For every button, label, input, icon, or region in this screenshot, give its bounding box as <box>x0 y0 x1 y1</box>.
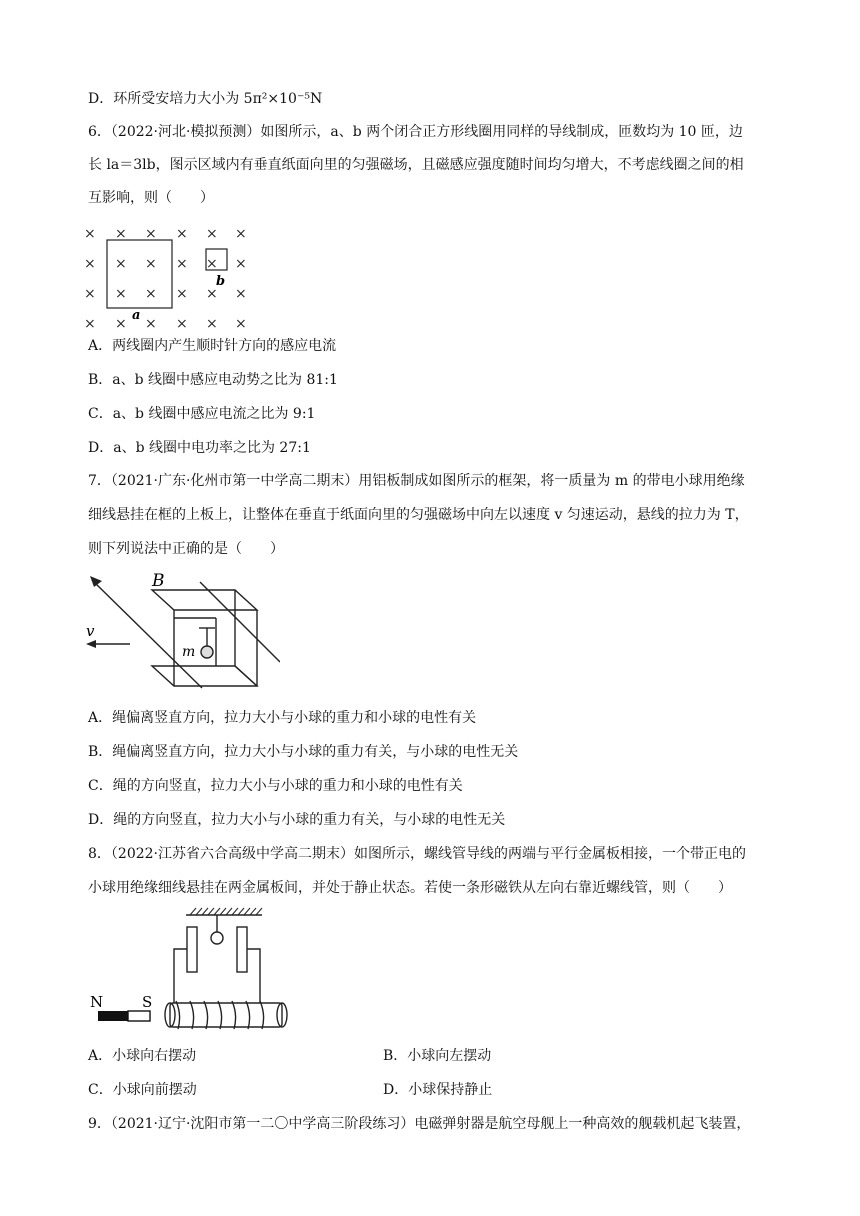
q8-option-c: C．小球向前摆动 <box>88 1082 197 1098</box>
field-cross: × <box>84 256 96 272</box>
q6-magnetic-field-figure <box>80 215 260 331</box>
field-cross: × <box>235 316 247 331</box>
frame-bottom-plate <box>152 666 257 686</box>
q6-option-a: A．两线圈内产生顺时针方向的感应电流 <box>88 338 337 354</box>
q8-stem-line2: 小球用绝缘细线悬挂在两金属板间，并处于静止状态。若使一条形磁铁从左向右靠近螺线管，则（ ） <box>88 880 732 896</box>
coil-turns <box>176 1001 264 1029</box>
frame-top-plate <box>152 590 257 610</box>
q8-option-a: A．小球向右摆动 <box>88 1048 197 1064</box>
label-B: B <box>152 571 165 591</box>
q8-option-d: D．小球保持静止 <box>383 1082 493 1098</box>
field-cross: × <box>206 316 218 331</box>
q7-option-d: D．绳的方向竖直，拉力大小与小球的重力有关，与小球的电性无关 <box>88 812 506 828</box>
metal-plate-left <box>187 927 197 972</box>
field-cross: × <box>145 226 157 242</box>
charged-ball <box>211 932 223 944</box>
field-cross: × <box>84 226 96 242</box>
q6-option-d: D．a、b 线圈中电功率之比为 27:1 <box>88 440 311 456</box>
q5-option-d: D．环所受安培力大小为 5π²×10⁻⁵N <box>88 91 323 107</box>
field-cross: × <box>206 256 218 272</box>
field-cross: × <box>84 316 96 331</box>
field-cross: × <box>206 286 218 302</box>
field-cross: × <box>235 256 247 272</box>
q6-stem-line2: 长 la＝3lb，图示区域内有垂直纸面向里的匀强磁场，且磁感应强度随时间均匀增大，不考虑线圈之间的相 <box>88 157 744 173</box>
label-v: v <box>86 622 95 640</box>
field-cross: × <box>176 256 188 272</box>
field-cross: × <box>115 226 127 242</box>
q9-stem-line1: 9．（2021·辽宁·沈阳市第一二〇中学高三阶段练习）电磁弹射器是航空母舰上一种高效的舰载机起飞装置， <box>88 1116 751 1132</box>
field-cross: × <box>145 286 157 302</box>
field-cross: × <box>235 286 247 302</box>
q7-stem-line1: 7．（2021·广东·化州市第一中学高二期末）用铝板制成如图所示的框架，将一质量为 m 的带电小球用绝缘 <box>88 473 745 489</box>
coil-b-label: b <box>216 274 226 289</box>
metal-plate-right <box>237 927 247 972</box>
label-m: m <box>182 644 196 660</box>
q7-option-b: B．绳偏离竖直方向，拉力大小与小球的重力有关，与小球的电性无关 <box>88 744 519 760</box>
field-cross: × <box>84 286 96 302</box>
q7-stem-line2: 细线悬挂在框的上板上，让整体在垂直于纸面向里的匀强磁场中向左以速度 v 匀速运动，悬线的拉力为 T， <box>88 507 749 523</box>
q7-stem-line3: 则下列说法中正确的是（ ） <box>88 541 284 557</box>
q6-stem-line1: 6．（2022·河北·模拟预测）如图所示，a、b 两个闭合正方形线圈用同样的导线制成，匝数均为 10 匝，边 <box>88 124 743 140</box>
field-cross: × <box>176 286 188 302</box>
field-cross: × <box>115 286 127 302</box>
q6-option-b: B．a、b 线圈中感应电动势之比为 81:1 <box>88 372 338 388</box>
label-N: N <box>90 993 104 1011</box>
q8-stem-line1: 8．（2022·江苏省六合高级中学高二期末）如图所示，螺线管导线的两端与平行金属板相接，一个带正电的 <box>88 846 746 862</box>
charged-ball <box>201 646 213 658</box>
field-cross: × <box>176 316 188 331</box>
q7-option-a: A．绳偏离竖直方向，拉力大小与小球的重力和小球的电性有关 <box>88 710 477 726</box>
field-cross: × <box>145 316 157 331</box>
magnet-south-half <box>128 1011 150 1021</box>
field-cross: × <box>115 256 127 272</box>
field-cross: × <box>176 226 188 242</box>
q8-solenoid-figure <box>86 905 296 1035</box>
q6-stem-line3: 互影响，则（ ） <box>88 190 214 206</box>
field-cross: × <box>235 226 247 242</box>
field-cross: × <box>115 316 127 331</box>
q7-frame-figure <box>80 570 280 700</box>
magnet-north-half <box>98 1011 128 1021</box>
coil-a-label: a <box>132 308 141 323</box>
label-S: S <box>142 993 153 1011</box>
q8-option-b: B．小球向左摆动 <box>383 1048 492 1064</box>
field-cross: × <box>206 226 218 242</box>
field-cross: × <box>145 256 157 272</box>
q6-option-c: C．a、b 线圈中感应电流之比为 9:1 <box>88 406 316 422</box>
q7-option-c: C．绳的方向竖直，拉力大小与小球的重力和小球的电性有关 <box>88 778 463 794</box>
field-line-left <box>92 580 202 688</box>
